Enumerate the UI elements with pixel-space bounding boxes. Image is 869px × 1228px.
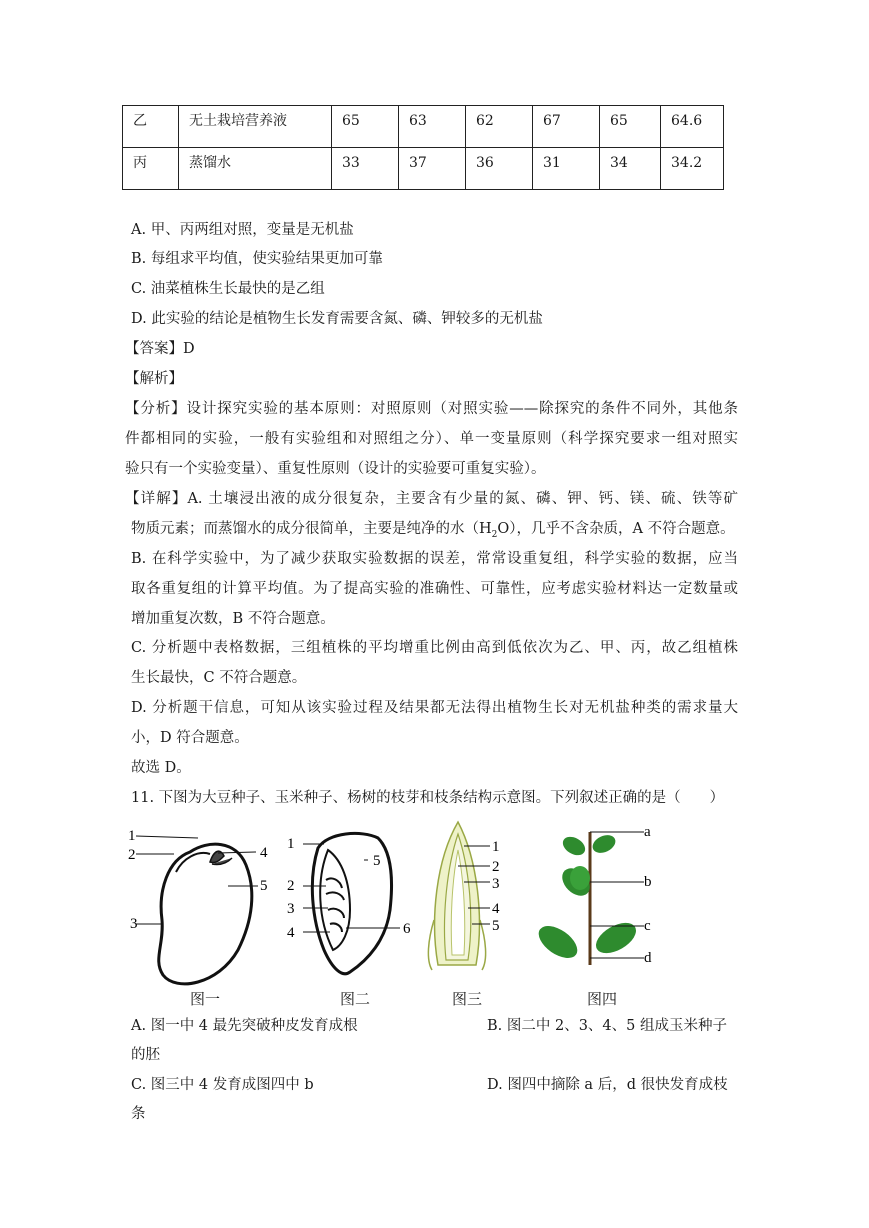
q11-option-d: D. 图四中摘除 a 后，d 很快发育成枝 bbox=[487, 1077, 728, 1093]
figure-caption: 图四 bbox=[587, 990, 618, 1008]
table-cell: 62 bbox=[476, 112, 494, 129]
detail-line: C. 分析题中表格数据，三组植株的平均增重比例由高到低依次为乙、甲、丙，故乙组植株 bbox=[131, 640, 738, 656]
answer: 【答案】D bbox=[125, 341, 195, 357]
figure-3-bud-section bbox=[428, 822, 490, 970]
option-a: A. 甲、丙两组对照，变量是无机盐 bbox=[131, 222, 354, 238]
table-cell: 64.6 bbox=[671, 112, 703, 129]
table-cell: 无土栽培营养液 bbox=[189, 112, 287, 129]
table-row bbox=[123, 148, 724, 190]
detail-line: 生长最快，C 不符合题意。 bbox=[131, 670, 307, 686]
table-cell: 蒸馏水 bbox=[189, 154, 231, 171]
table-cell: 34.2 bbox=[671, 154, 703, 171]
conclusion: 故选 D。 bbox=[131, 760, 191, 776]
q11-option-c: C. 图三中 4 发育成图四中 b bbox=[131, 1077, 314, 1093]
analysis-line: 【分析】设计探究实验的基本原则：对照原则（对照实验——除探究的条件不同外，其他条 bbox=[125, 401, 738, 417]
q11-option-d-cont: 条 bbox=[131, 1106, 146, 1122]
fig4-label: b bbox=[644, 874, 652, 890]
detail-block-d bbox=[131, 693, 738, 753]
detail-text: 物质元素；而蒸馏水的成分很简单，主要是纯净的水（H bbox=[131, 521, 492, 537]
analysis-heading: 【解析】 bbox=[125, 371, 183, 387]
seed-diagrams bbox=[128, 820, 688, 1010]
fig2-label: 2 bbox=[287, 878, 295, 894]
detail-line: D. 分析题干信息，可知从该实验过程及结果都无法得出植物生长对无机盐种类的需求量大 bbox=[131, 700, 738, 716]
option-c: C. 油菜植株生长最快的是乙组 bbox=[131, 281, 325, 297]
table-cell: 乙 bbox=[133, 112, 147, 129]
detail-line-a2 bbox=[131, 514, 738, 544]
table-cell: 33 bbox=[342, 154, 360, 171]
fig3-label: 5 bbox=[492, 918, 500, 934]
fig2-label: 4 bbox=[287, 925, 295, 941]
fig1-label: 4 bbox=[260, 845, 268, 861]
fig1-label: 3 bbox=[130, 916, 138, 932]
q11-option-b-cont: 的胚 bbox=[131, 1047, 160, 1063]
table-cell: 65 bbox=[342, 112, 360, 129]
detail-line: 增加重复次数，B 不符合题意。 bbox=[131, 611, 335, 627]
fig4-label: a bbox=[644, 824, 651, 840]
detail-line: B. 在科学实验中，为了减少获取实验数据的误差，常常设重复组，科学实验的数据，应当 bbox=[131, 551, 738, 567]
detail-text: O），几乎不含杂质，A 不符合题意。 bbox=[497, 521, 735, 537]
option-b: B. 每组求平均值，使实验结果更加可靠 bbox=[131, 251, 383, 267]
detail-block-c bbox=[131, 633, 738, 693]
fig2-label: 1 bbox=[287, 836, 295, 852]
option-d: D. 此实验的结论是植物生长发育需要含氮、磷、钾较多的无机盐 bbox=[131, 311, 543, 327]
table-cell: 63 bbox=[409, 112, 427, 129]
detail-line: 取各重复组的计算平均值。为了提高实验的准确性、可靠性，应考虑实验材料达一定数量或 bbox=[131, 581, 738, 597]
figure-2-corn-seed bbox=[303, 833, 400, 973]
analysis-line: 件都相同的实验，一般有实验组和对照组之分）、单一变量原则（科学探究要求一组对照实 bbox=[125, 431, 738, 447]
figure-1-soybean-seed bbox=[136, 836, 258, 984]
detail-block-a bbox=[125, 484, 738, 514]
fig2-label: 5 bbox=[373, 853, 381, 869]
figure-row bbox=[128, 820, 688, 1010]
q11-option-a: A. 图一中 4 最先突破种皮发育成根 bbox=[131, 1018, 358, 1034]
table-cell: 34 bbox=[610, 154, 628, 171]
figure-caption: 图三 bbox=[452, 990, 483, 1008]
analysis-block bbox=[125, 394, 738, 484]
fig1-label: 2 bbox=[128, 847, 136, 863]
table-cell: 65 bbox=[610, 112, 628, 129]
fig4-label: c bbox=[644, 918, 651, 934]
fig1-label: 5 bbox=[260, 878, 268, 894]
analysis-line: 验只有一个实验变量）、重复性原则（设计的实验要可重复实验）。 bbox=[125, 461, 546, 477]
table-cell: 36 bbox=[476, 154, 494, 171]
q11-option-b: B. 图二中 2、3、4、5 组成玉米种子 bbox=[487, 1018, 727, 1034]
detail-line: 小，D 符合题意。 bbox=[131, 730, 249, 746]
fig3-label: 3 bbox=[492, 876, 500, 892]
fig4-label: d bbox=[644, 950, 652, 966]
table-row bbox=[123, 106, 724, 148]
fig3-label: 1 bbox=[492, 839, 500, 855]
experiment-table bbox=[122, 105, 724, 190]
table-cell: 67 bbox=[543, 112, 561, 129]
question-11-stem: 11. 下图为大豆种子、玉米种子、杨树的枝芽和枝条结构示意图。下列叙述正确的是（ ） bbox=[131, 790, 725, 806]
fig2-label: 3 bbox=[287, 901, 295, 917]
fig2-label: 6 bbox=[403, 921, 411, 937]
detail-line: 【详解】A. 土壤浸出液的成分很复杂，主要含有少量的氮、磷、钾、钙、镁、硫、铁等矿 bbox=[125, 491, 738, 507]
figure-caption: 图一 bbox=[190, 990, 221, 1008]
figure-4-twig bbox=[533, 832, 644, 965]
subscript: 2 bbox=[491, 529, 498, 540]
fig1-label: 1 bbox=[128, 828, 136, 844]
table-cell: 37 bbox=[409, 154, 427, 171]
fig3-label: 4 bbox=[492, 901, 500, 917]
fig3-label: 2 bbox=[492, 859, 500, 875]
table-cell: 丙 bbox=[133, 154, 147, 171]
table-cell: 31 bbox=[543, 154, 561, 171]
figure-caption: 图二 bbox=[340, 990, 371, 1008]
detail-block-b bbox=[131, 544, 738, 634]
